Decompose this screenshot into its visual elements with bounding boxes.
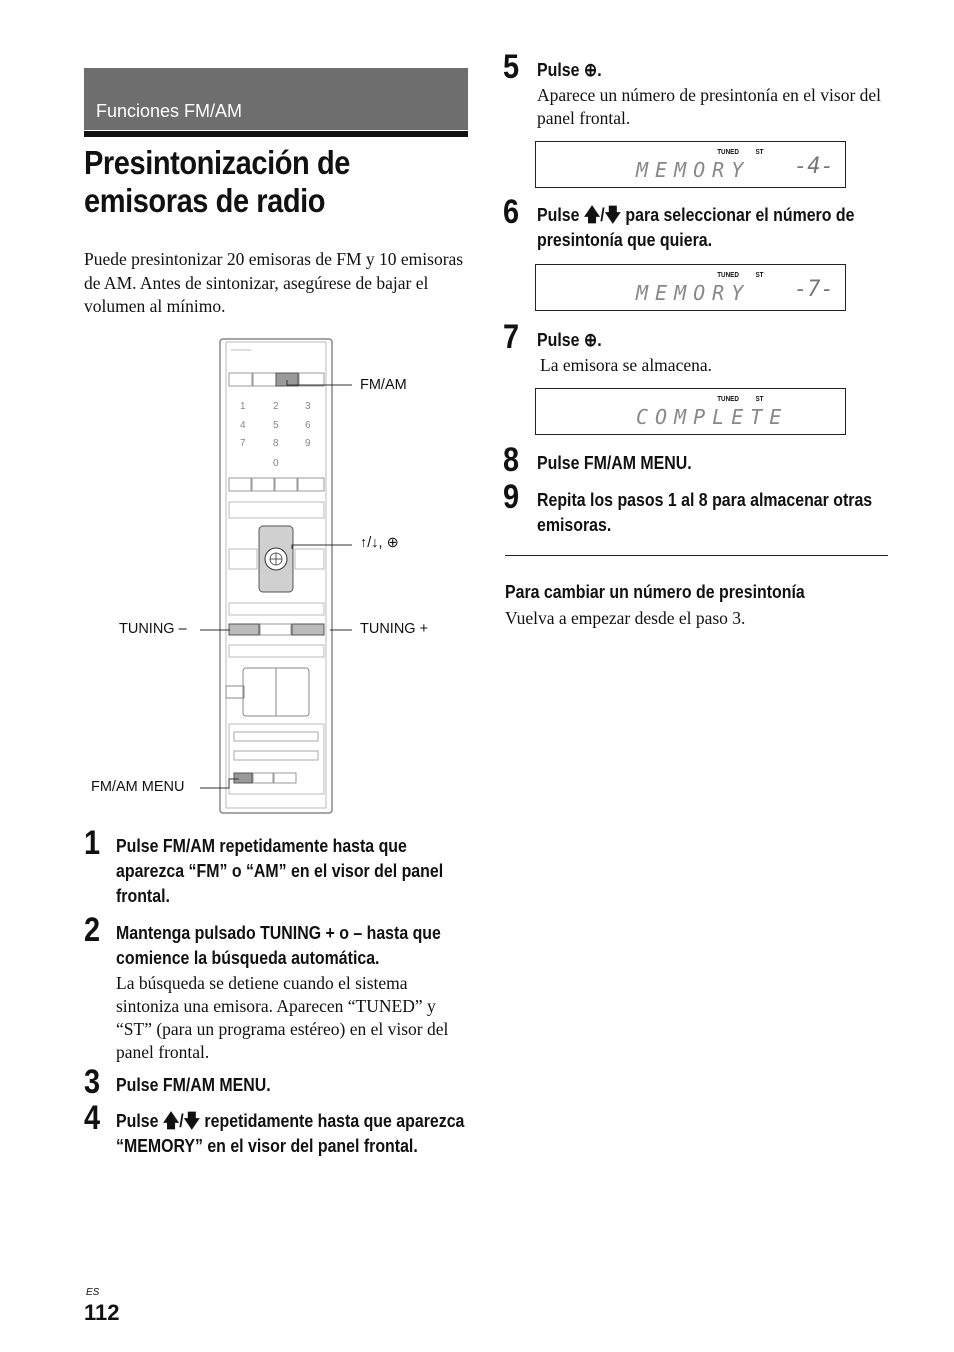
tuning-minus-key: [229, 624, 259, 635]
digit-7: 7: [240, 438, 246, 449]
step-4-number: 4: [84, 1099, 101, 1137]
page-title-line-2: emisoras de radio: [84, 182, 326, 219]
remote-control-illustration: [219, 338, 333, 814]
fmam-menu-key: [234, 773, 252, 783]
digit-5: 5: [273, 420, 279, 431]
digit-3: 3: [305, 401, 311, 412]
section-header-rule: [84, 131, 468, 137]
subsection-body: Vuelva a empezar desde el paso 3.: [505, 608, 746, 628]
display-tuned: TUNED: [717, 272, 739, 279]
step-4-heading: Pulse 🡅/🡇 repetidamente hasta que aparezca “MEMORY” en el visor del panel frontal.: [116, 1110, 465, 1156]
fmam-key: [276, 373, 298, 386]
step-5-number: 5: [503, 48, 520, 86]
digit-6: 6: [305, 420, 311, 431]
intro-paragraph: Puede presintonizar 20 emisoras de FM y 10 emisoras de AM. Antes de sintonizar, asegúrese de bajar el volumen al mínimo.: [84, 249, 464, 316]
step-3-number: 3: [84, 1063, 101, 1101]
tuning-plus-key: [292, 624, 324, 635]
display-text: MEMORY: [636, 158, 751, 182]
subsection-heading: Para cambiar un número de presintonía: [505, 581, 805, 602]
page-title: [84, 144, 436, 220]
up-down-arrows-icon: 🡅/🡇: [583, 204, 622, 225]
page-language: ES: [86, 1287, 100, 1298]
display-st: ST: [755, 149, 764, 156]
callout-tuning-minus: TUNING –: [119, 621, 187, 637]
step-7-body: La emisora se almacena.: [540, 355, 712, 375]
display-text: MEMORY: [636, 281, 751, 305]
step-2-number: 2: [84, 911, 101, 949]
step-3-heading: Pulse FM/AM MENU.: [116, 1074, 271, 1095]
callout-fmam: FM/AM: [360, 377, 407, 393]
front-panel-display-2: [535, 264, 846, 311]
display-tuned: TUNED: [717, 396, 739, 403]
step-8-number: 8: [503, 441, 520, 479]
digit-2: 2: [273, 401, 279, 412]
step-5-body: Aparece un número de presintonía en el visor del panel frontal.: [537, 85, 882, 128]
callout-fmam-menu: FM/AM MENU: [91, 779, 185, 795]
front-panel-display-1: [535, 141, 846, 188]
step-9-number: 9: [503, 478, 520, 516]
display-number: -4-: [794, 154, 834, 179]
digit-8: 8: [273, 438, 279, 449]
digit-4: 4: [240, 420, 246, 431]
step-1-number: 1: [84, 824, 101, 862]
step-5-heading: Pulse ⊕.: [537, 59, 602, 80]
step-1-heading: Pulse FM/AM repetidamente hasta que aparezca “FM” o “AM” en el visor del panel frontal.: [116, 835, 444, 906]
page-title-line-1: Presintonización de: [84, 144, 350, 181]
section-title: Funciones FM/AM: [96, 101, 243, 121]
divider: [505, 555, 888, 556]
enter-circle-icon: ⊕: [583, 329, 598, 350]
step-7-heading: Pulse ⊕.: [537, 329, 602, 350]
step-7-number: 7: [503, 318, 520, 356]
display-number: -7-: [794, 277, 834, 302]
step-9-heading: Repita los pasos 1 al 8 para almacenar otras emisoras.: [537, 489, 873, 535]
display-st: ST: [755, 396, 764, 403]
digit-9: 9: [305, 438, 311, 449]
step-6-number: 6: [503, 193, 520, 231]
step-2-body: La búsqueda se detiene cuando el sistema sintoniza una emisora. Aparecen “TUNED” y “ST” (para un programa estéreo) en el visor del panel frontal.: [116, 973, 449, 1062]
front-panel-display-3: [535, 388, 846, 435]
callout-arrows-enter: ↑/↓, ⊕: [360, 535, 399, 551]
page-number: 112: [84, 1300, 120, 1325]
callout-tuning-plus: TUNING +: [360, 621, 429, 637]
step-8-heading: Pulse FM/AM MENU.: [537, 452, 692, 473]
display-tuned: TUNED: [717, 149, 739, 156]
up-down-arrows-icon: 🡅/🡇: [162, 1110, 201, 1131]
display-text: COMPLETE: [636, 405, 789, 429]
digit-1: 1: [240, 401, 246, 412]
digit-0: 0: [273, 458, 279, 469]
step-6-heading: Pulse 🡅/🡇 para seleccionar el número de presintonía que quiera.: [537, 204, 855, 250]
step-2-heading: Mantenga pulsado TUNING + o – hasta que comience la búsqueda automática.: [116, 922, 441, 968]
display-st: ST: [755, 272, 764, 279]
enter-circle-icon: ⊕: [583, 59, 598, 80]
